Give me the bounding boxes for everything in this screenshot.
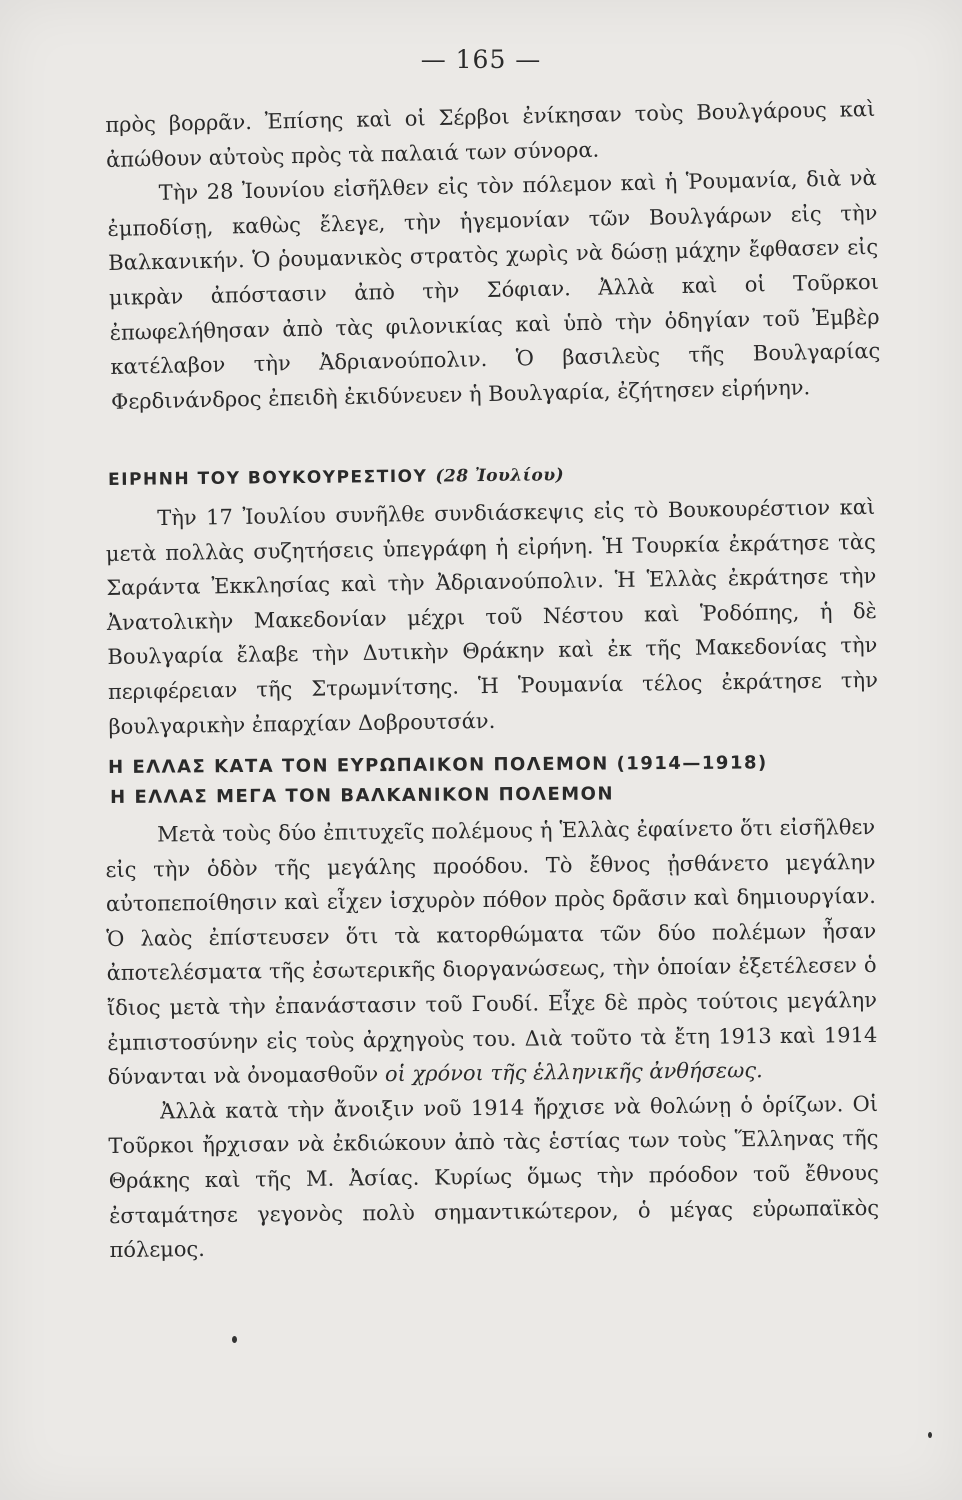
section-balkan-war-end xyxy=(105,92,881,419)
section-peace-treaty xyxy=(105,490,879,744)
paragraph-treaty: Τὴν 17 Ἰουλίου συνῆλθε συνδιάσκεψις εἰς τὸ Βουκουρέστιον καὶ μετὰ πολλὰς συζητήσεις ὑπεγράφη ἡ εἰρήνη. Ἡ Τουρκία ἐκράτησε τὰς Σαράντα Ἐκκλησίας καὶ τὴν Ἀδριανούπολιν. Ἡ Ἑλλὰς ἐκράτησε τὴν Ἀνατολικὴν Μακεδονίαν μέχρι τοῦ Νέστου καὶ Ῥοδόπης, ἡ δὲ Βουλγαρία ἔλαβε τὴν Δυτικὴν Θράκην καὶ ἐκ τῆς Μακεδονίας τὴν περιφέρειαν τῆς Στρωμνίτσης. Ἡ Ῥουμανία τέλος ἐκράτησε τὴν βουλγαρικὴν ἐπαρχίαν Δοβρουτσάν. xyxy=(105,494,879,739)
heading-peace-bucharest-title: ΕΙΡΗΝΗ ΤΟΥ ΒΟΥΚΟΥΡΕΣΤΙΟΥ xyxy=(108,466,428,490)
heading-peace-bucharest xyxy=(108,465,564,490)
heading-greater-greece: Η ΕΛΛΑΣ ΜΕΓΑ ΤΟΝ ΒΑΛΚΑΝΙΚΟΝ ΠΟΛΕΜΟΝ xyxy=(110,783,615,808)
page-number: — 165 — xyxy=(420,45,542,74)
paragraph-spring-1914: Ἀλλὰ κατὰ τὴν ἄνοιξιν νοῦ 1914 ἤρχισε νὰ θολώνῃ ὁ ὁρίζων. Οἱ Τοῦρκοι ἤρχισαν νὰ ἐκδιώκουν ἀπὸ τὰς ἑστίας των τοὺς Ἕλληνας τῆς Θράκης καὶ τῆς Μ. Ἀσίας. Κυρίως ὅμως τὴν πρόοδον τοῦ ἔθνους ἐσταμάτησε γεγονὸς πολὺ σημαντικώτερον, ὁ μέγας εὐρωπαϊκὸς πόλεμος. xyxy=(108,1091,880,1263)
section-greater-greece xyxy=(105,810,880,1268)
ink-speck xyxy=(928,1432,932,1438)
paragraph-serbs: πρὸς βορρᾶν. Ἐπίσης καὶ οἱ Σέρβοι ἐνίκησαν τοὺς Βουλγάρους καὶ ἀπώθουν αὐτοὺς πρὸς τὰ παλαιά των σύνορα. xyxy=(105,96,876,172)
paragraph-progress-italic: οἱ χρόνοι τῆς ἑλληνικῆς ἀνθήσεως. xyxy=(384,1058,763,1087)
heading-greece-european-war: Η ΕΛΛΑΣ ΚΑΤΑ ΤΟΝ ΕΥΡΩΠΑΙΚΟΝ ΠΟΛΕΜΟΝ (1914—1918) xyxy=(108,752,768,778)
ink-speck xyxy=(232,1336,237,1343)
paragraph-progress-text: Μετὰ τοὺς δύο ἐπιτυχεῖς πολέμους ἡ Ἑλλὰς ἐφαίνετο ὅτι εἰσῆλθεν εἰς τὴν ὁδὸν τῆς μεγάλης προόδου. Τὸ ἔθνος ᾐσθάνετο μεγάλην αὐτοπεποίθησιν καὶ εἶχεν ἰσχυρὸν πόθον πρὸς δρᾶσιν καὶ δημιουργίαν. Ὁ λαὸς ἐπίστευσεν ὅτι τὰ κατορθώματα τῶν δύο πολέμων ἦσαν ἀποτελέσματα τῆς ἐσωτερικῆς διοργανώσεως, τὴν ὁποίαν ἐξετέλεσεν ὁ ἴδιος μετὰ τὴν ἐπανάστασιν τοῦ Γουδί. Εἶχε δὲ πρὸς τούτοις μεγάλην ἐμπιστοσύνην εἰς τοὺς ἀρχηγοὺς του. Διὰ τοῦτο τὰ ἔτη 1913 καὶ 1914 δύνανται νὰ ὀνομασθοῦν xyxy=(105,814,878,1090)
paragraph-progress xyxy=(105,810,878,1095)
heading-peace-bucharest-date: (28 Ἰουλίου) xyxy=(435,465,565,487)
paragraph-romania: Τὴν 28 Ἰουνίου εἰσῆλθεν εἰς τὸν πόλεμον καὶ ἡ Ῥουμανία, διὰ νὰ ἐμποδίσῃ, καθὼς ἔλεγε, τὴν ἡγεμονίαν τῶν Βουλγάρων εἰς τὴν Βαλκανικήν. Ὁ ῥουμανικὸς στρατὸς χωρὶς νὰ δώσῃ μάχην ἔφθασεν εἰς μικρὰν ἀπόστασιν ἀπὸ τὴν Σόφιαν. Ἀλλὰ καὶ οἱ Τοῦρκοι ἐπωφελήθησαν ἀπὸ τὰς φιλονικίας καὶ ὑπὸ τὴν ὁδηγίαν τοῦ Ἐμβὲρ κατέλαβον τὴν Ἀδριανούπολιν. Ὁ βασιλεὺς τῆς Βουλγαρίας Φερδινάνδρος ἐπειδὴ ἐκιδύνευεν ἡ Βουλγαρία, ἐζήτησεν εἰρήνην. xyxy=(107,166,881,414)
